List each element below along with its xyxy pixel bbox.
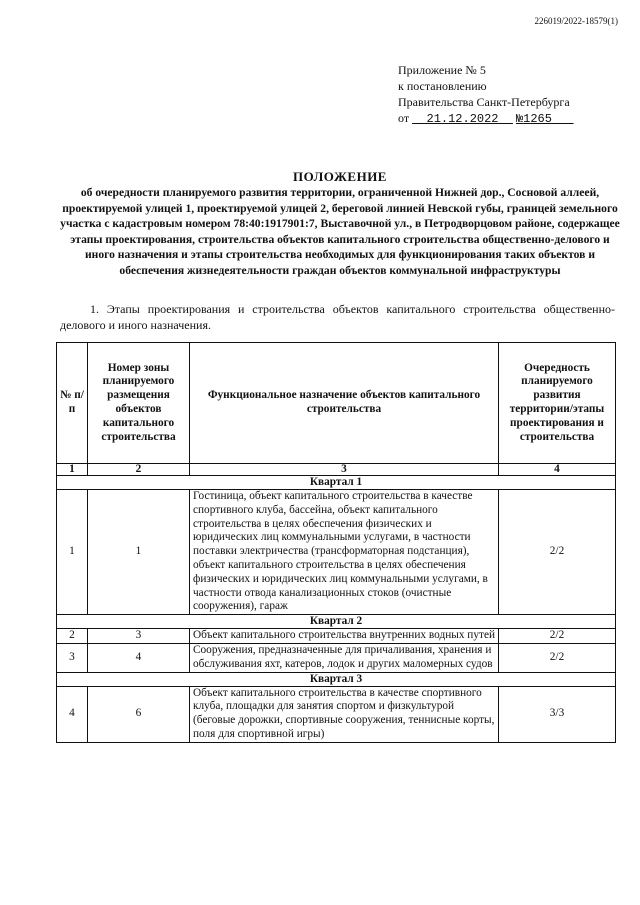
row-stage: 3/3	[499, 686, 616, 742]
row-number: 2	[57, 629, 88, 644]
appendix-line-1: Приложение № 5	[398, 63, 486, 77]
row-function: Гостиница, объект капитального строительства в качестве спортивного клуба, бассейна, объект капитального строительства в целях обеспечения физических и юридических лиц коммунальными услугами, в частности поставки электричества (трансформаторная подстанция), объект капитального строительства в целях обеспечения физических и юридических лиц коммунальными услугами, в частности отвода канализационных стоков (очистные сооружения), гараж	[190, 490, 499, 615]
decree-date: 21.12.2022	[426, 112, 499, 126]
row-zone: 3	[88, 629, 190, 644]
index-cell: 2	[88, 464, 190, 476]
quarter-label: Квартал 3	[57, 672, 616, 686]
row-number: 4	[57, 686, 88, 742]
header-function: Функциональное назначение объектов капитального строительства	[190, 343, 499, 464]
stages-table	[56, 342, 616, 743]
row-zone: 1	[88, 490, 190, 615]
quarter-label: Квартал 2	[57, 615, 616, 629]
row-zone: 6	[88, 686, 190, 742]
quarter-row	[57, 615, 616, 629]
header-number: № п/п	[57, 343, 88, 464]
row-stage: 2/2	[499, 629, 616, 644]
row-function: Объект капитального строительства внутренних водных путей	[190, 629, 499, 644]
header-zone: Номер зоны планируемого размещения объектов капитального строительства	[88, 343, 190, 464]
table-header-row	[57, 343, 616, 464]
index-cell: 4	[499, 464, 616, 476]
appendix-block	[398, 62, 574, 127]
row-stage: 2/2	[499, 490, 616, 615]
date-prefix: от	[398, 111, 410, 125]
row-stage: 2/2	[499, 643, 616, 672]
row-number: 1	[57, 490, 88, 615]
intro-paragraph: 1. Этапы проектирования и строительства объектов капитального строительства общественно-делового и иного назначения.	[60, 302, 615, 332]
table-row	[57, 643, 616, 672]
appendix-date-line	[398, 110, 574, 127]
decree-number: №1265	[515, 112, 552, 126]
row-function: Объект капитального строительства в качестве спортивного клуба, площадки для занятия спортом и физкультурой (беговые дорожки, спортивные сооружения, теннисные корты, поля для спортивной игры)	[190, 686, 499, 742]
document-subtitle: об очередности планируемого развития территории, ограниченной Нижней дор., Сосновой аллеей, проектируемой улицей 1, проектируемой улицей 2, береговой линией Невской губы, границей земельного участка с кадастровым номером 78:40:1917901:7, Выставочной ул., в Петродворцовом районе, содержащее этапы проектирования, строительства объектов капитального строительства общественно-делового и иного назначения и этапы строительства необходимых для функционирования таких объектов и обеспечения жизнедеятельности граждан объектов коммунальной инфраструктуры	[60, 186, 620, 277]
header-stage: Очередность планируемого развития территории/этапы проектирования и строительства	[499, 343, 616, 464]
document-title: ПОЛОЖЕНИЕ	[293, 169, 387, 184]
appendix-line-2: к постановлению	[398, 79, 487, 93]
quarter-row	[57, 672, 616, 686]
index-cell: 3	[190, 464, 499, 476]
table-index-row	[57, 464, 616, 476]
document-id: 226019/2022-18579(1)	[534, 16, 618, 26]
index-cell: 1	[57, 464, 88, 476]
appendix-line-3: Правительства Санкт-Петербурга	[398, 95, 570, 109]
table-row	[57, 686, 616, 742]
table-row	[57, 490, 616, 615]
row-function: Сооружения, предназначенные для причаливания, хранения и обслуживания яхт, катеров, лодок и других маломерных судов	[190, 643, 499, 672]
row-number: 3	[57, 643, 88, 672]
row-zone: 4	[88, 643, 190, 672]
quarter-label: Квартал 1	[57, 476, 616, 490]
quarter-row	[57, 476, 616, 490]
table-row	[57, 629, 616, 644]
